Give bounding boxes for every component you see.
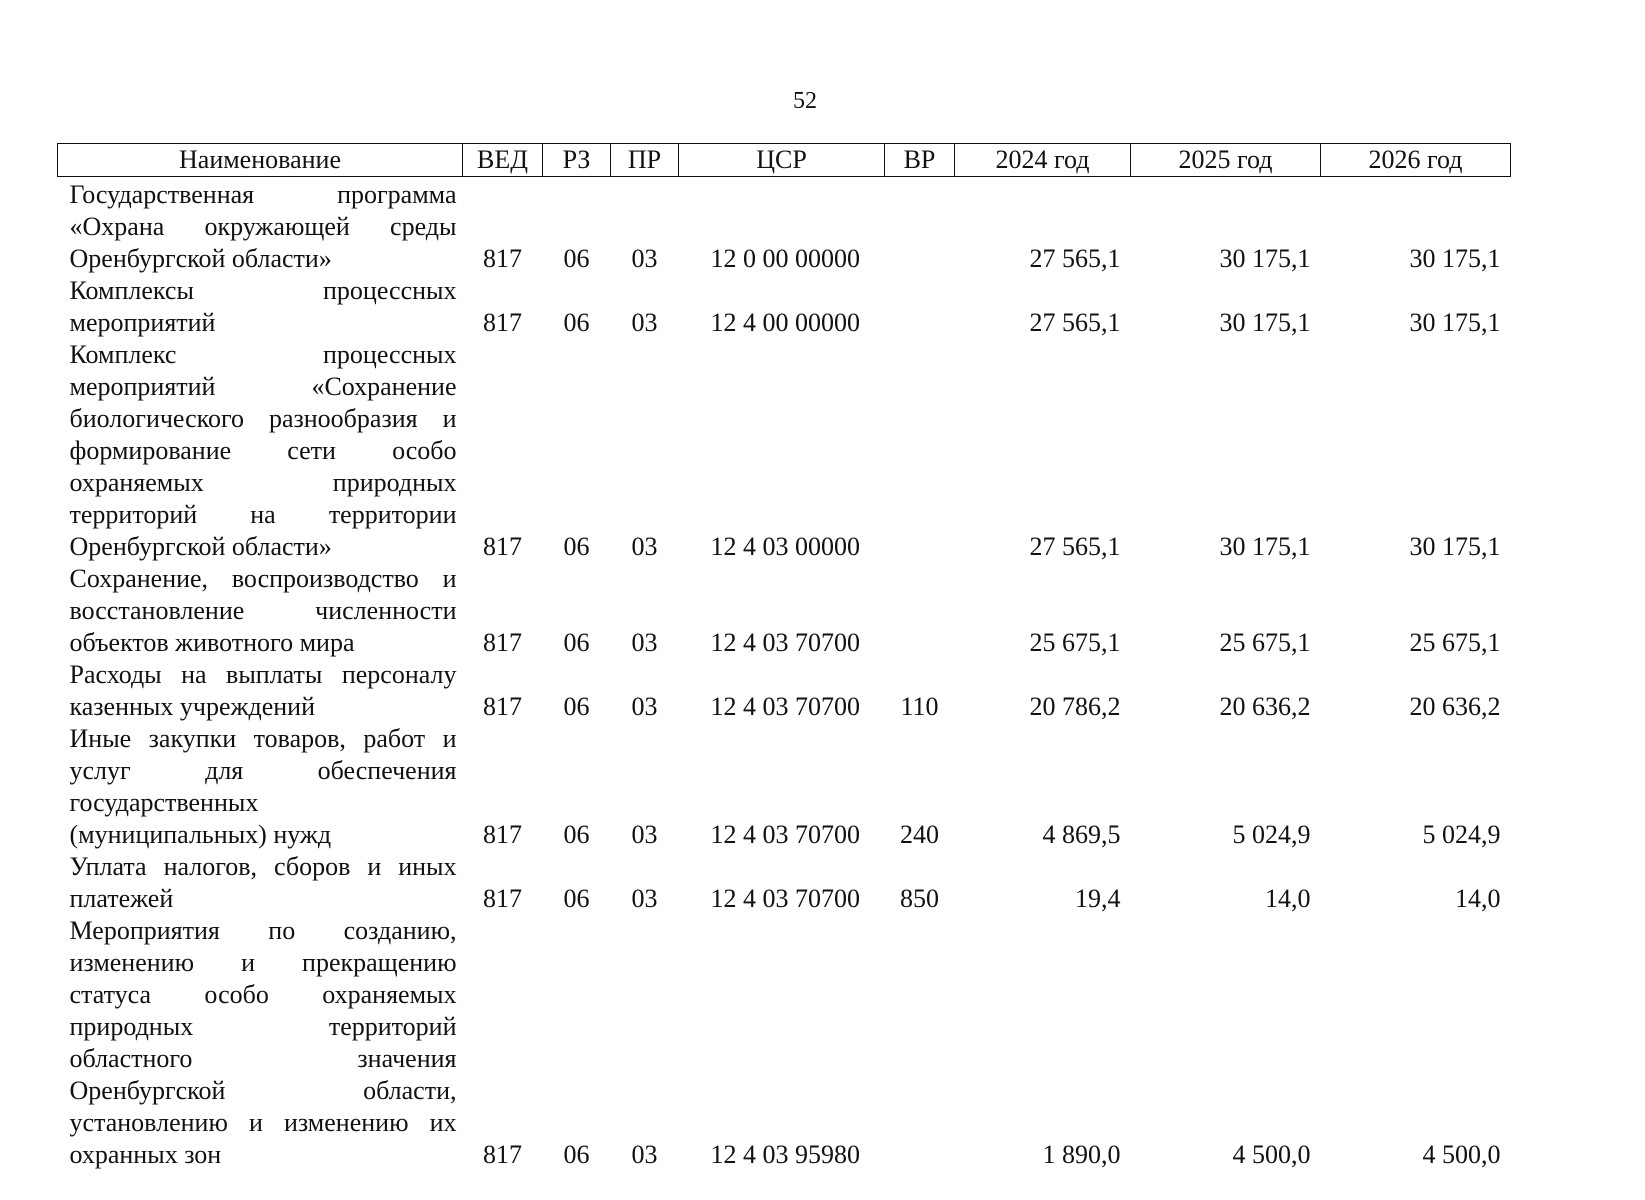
cell-vr: 110 [900, 692, 939, 721]
cell-ved: 817 [483, 532, 522, 561]
cell-2026: 20 636,2 [1409, 692, 1501, 721]
header-2026: 2026 год [1321, 144, 1511, 177]
cell-2025: 14,0 [1265, 884, 1311, 913]
cell-2025: 30 175,1 [1219, 308, 1311, 337]
cell-name: Комплекс процессных мероприятий «Сохранение биологического разнообразия и формирование сети особо охраняемых природных территорий на территории Оренбургской области» [69, 340, 457, 561]
cell-name: Комплексы процессных мероприятий [69, 276, 457, 337]
cell-2024: 4 869,5 [1042, 820, 1121, 849]
cell-name: Государственная программа «Охрана окружающей среды Оренбургской области» [69, 180, 457, 273]
cell-name: Расходы на выплаты персоналу казенных учреждений [69, 660, 457, 721]
cell-ved: 817 [483, 820, 522, 849]
cell-rz: 06 [563, 692, 590, 721]
cell-2025: 25 675,1 [1219, 628, 1311, 657]
cell-csr: 12 4 03 70700 [710, 884, 860, 913]
cell-2024: 27 565,1 [1029, 532, 1121, 561]
cell-rz: 06 [563, 532, 590, 561]
cell-pr: 03 [631, 308, 658, 337]
cell-2025: 4 500,0 [1232, 1140, 1311, 1169]
cell-ved: 817 [483, 1140, 522, 1169]
cell-2024: 19,4 [1075, 884, 1121, 913]
cell-2026: 30 175,1 [1409, 244, 1501, 273]
cell-csr: 12 4 03 70700 [710, 628, 860, 657]
cell-pr: 03 [631, 820, 658, 849]
cell-2024: 20 786,2 [1029, 692, 1121, 721]
cell-ved: 817 [483, 628, 522, 657]
header-rz: РЗ [543, 144, 611, 177]
cell-vr: 850 [900, 884, 939, 913]
cell-2024: 1 890,0 [1042, 1140, 1121, 1169]
header-vr: ВР [885, 144, 955, 177]
cell-2026: 5 024,9 [1422, 820, 1501, 849]
header-2025: 2025 год [1131, 144, 1321, 177]
table-row [58, 275, 1511, 339]
table-row [58, 723, 1511, 851]
cell-pr: 03 [631, 692, 658, 721]
cell-csr: 12 4 00 00000 [710, 308, 860, 337]
cell-2026: 14,0 [1455, 884, 1501, 913]
cell-pr: 03 [631, 1140, 658, 1169]
table-row [58, 851, 1511, 915]
cell-vr [885, 275, 955, 339]
cell-2024: 27 565,1 [1029, 244, 1121, 273]
cell-name: Сохранение, воспроизводство и восстановление численности объектов животного мира [69, 564, 457, 657]
cell-pr: 03 [631, 244, 658, 273]
cell-vr [885, 339, 955, 563]
header-2024: 2024 год [955, 144, 1131, 177]
table-row [58, 915, 1511, 1171]
table-body [58, 177, 1511, 1172]
table-row [58, 339, 1511, 563]
table-row [58, 659, 1511, 723]
cell-pr: 03 [631, 884, 658, 913]
cell-2025: 5 024,9 [1232, 820, 1311, 849]
cell-rz: 06 [563, 244, 590, 273]
cell-2025: 30 175,1 [1219, 532, 1311, 561]
page-number: 52 [793, 88, 817, 114]
table-header-row [58, 144, 1511, 177]
cell-name: Иные закупки товаров, работ и услуг для обеспечения государственных (муниципальных) нужд [69, 724, 457, 849]
header-name: Наименование [58, 144, 463, 177]
cell-name: Уплата налогов, сборов и иных платежей [69, 852, 457, 913]
cell-csr: 12 4 03 70700 [710, 692, 860, 721]
cell-rz: 06 [563, 884, 590, 913]
cell-csr: 12 4 03 00000 [710, 532, 860, 561]
cell-csr: 12 4 03 70700 [710, 820, 860, 849]
header-ved: ВЕД [463, 144, 543, 177]
cell-2025: 20 636,2 [1219, 692, 1311, 721]
cell-ved: 817 [483, 244, 522, 273]
cell-2024: 27 565,1 [1029, 308, 1121, 337]
cell-2026: 30 175,1 [1409, 308, 1501, 337]
cell-vr [885, 563, 955, 659]
cell-vr [885, 915, 955, 1171]
cell-rz: 06 [563, 820, 590, 849]
cell-pr: 03 [631, 628, 658, 657]
budget-table [57, 143, 1511, 1171]
cell-rz: 06 [563, 308, 590, 337]
header-pr: ПР [611, 144, 679, 177]
cell-ved: 817 [483, 308, 522, 337]
cell-csr: 12 0 00 00000 [710, 244, 860, 273]
cell-vr: 240 [900, 820, 939, 849]
cell-2026: 30 175,1 [1409, 532, 1501, 561]
cell-2024: 25 675,1 [1029, 628, 1121, 657]
cell-rz: 06 [563, 628, 590, 657]
cell-2026: 4 500,0 [1422, 1140, 1501, 1169]
cell-2026: 25 675,1 [1409, 628, 1501, 657]
table-row [58, 563, 1511, 659]
cell-ved: 817 [483, 884, 522, 913]
cell-name: Мероприятия по созданию, изменению и прекращению статуса особо охраняемых природных территорий областного значения Оренбургской области, установлению и изменению их охранных зон [69, 916, 457, 1169]
cell-ved: 817 [483, 692, 522, 721]
cell-csr: 12 4 03 95980 [710, 1140, 860, 1169]
table-row [58, 177, 1511, 276]
cell-vr [885, 177, 955, 276]
cell-2025: 30 175,1 [1219, 244, 1311, 273]
cell-rz: 06 [563, 1140, 590, 1169]
header-csr: ЦСР [679, 144, 885, 177]
cell-pr: 03 [631, 532, 658, 561]
